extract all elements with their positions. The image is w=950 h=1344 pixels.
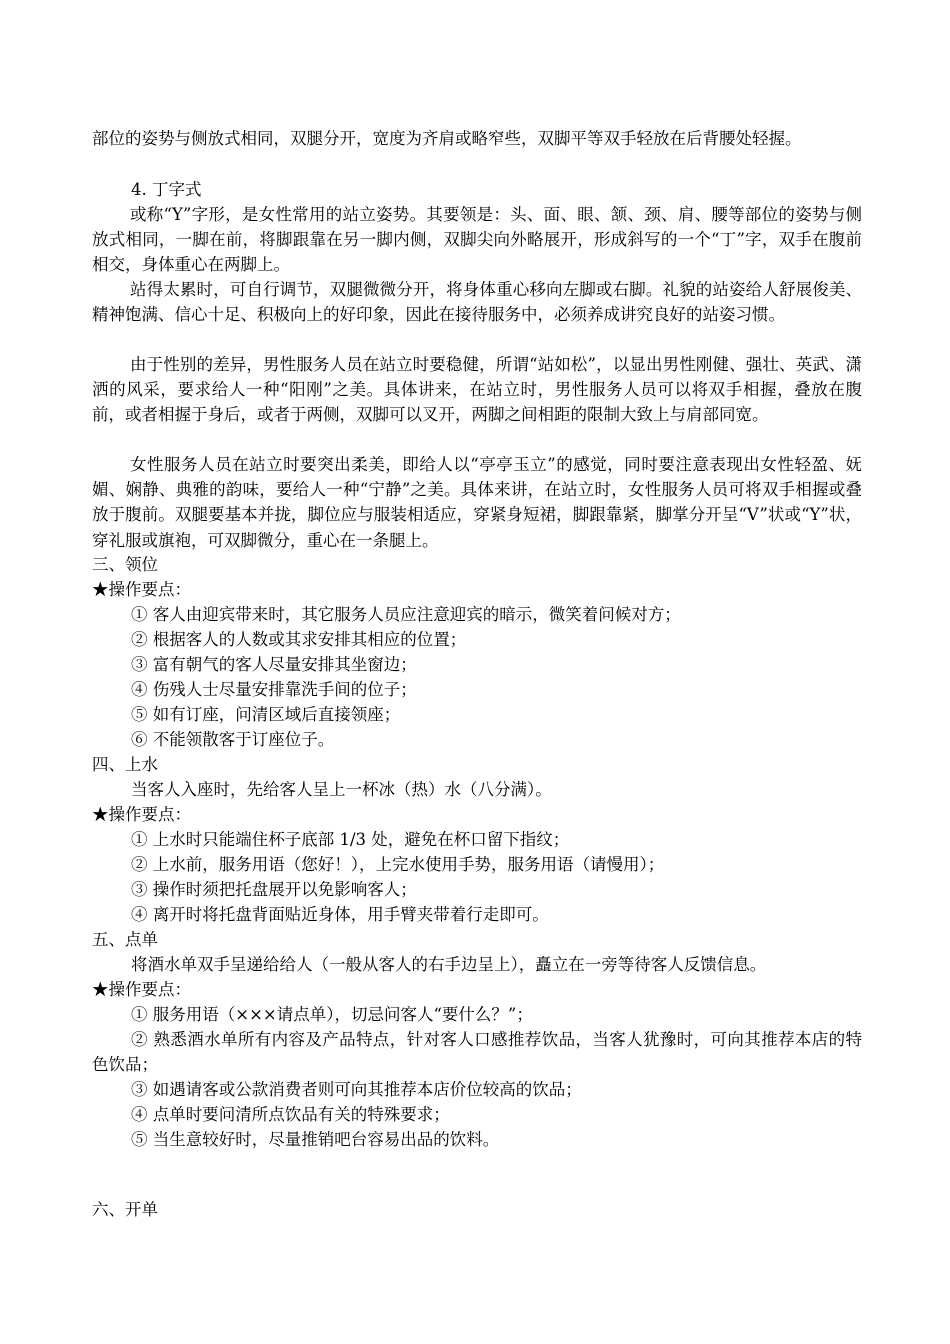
list-item: ① 上水时只能端住杯子底部 1/3 处，避免在杯口留下指纹；: [131, 830, 570, 849]
points-label: ★操作要点：: [92, 580, 191, 599]
section-intro: 将酒水单双手呈递给给人（一般从客人的右手边呈上），矗立在一旁等待客人反馈信息。: [131, 955, 767, 974]
list-item: ① 服务用语（×××请点单），切忌问客人“要什么？”；: [131, 1005, 533, 1024]
list-item: ④ 离开时将托盘背面贴近身体，用手臂夹带着行走即可。: [131, 905, 549, 924]
points-label: ★操作要点：: [92, 980, 191, 999]
list-item: ④ 伤残人士尽量安排靠洗手间的位子；: [131, 680, 417, 699]
section-title-shangshui: 四、上水: [92, 755, 158, 774]
list-item: ② 熟悉酒水单所有内容及产品特点，针对客人口感推荐饮品，当客人犹豫时，可向其推荐本店的特色饮品；: [92, 1030, 862, 1075]
list-item: ② 上水前，服务用语（您好！），上完水使用手势，服务用语（请慢用）；: [131, 855, 665, 874]
list-item: ③ 如遇请客或公款消费者则可向其推荐本店价位较高的饮品；: [131, 1080, 582, 1099]
list-item: ③ 操作时须把托盘展开以免影响客人；: [131, 880, 417, 899]
list-item: ⑤ 如有订座，问清区域后直接领座；: [131, 705, 401, 724]
section-title-kaidan: 六、开单: [92, 1200, 158, 1219]
continuation-paragraph: 部位的姿势与侧放式相同，双腿分开，宽度为齐肩或略窄些，双脚平等双手轻放在后背腰处轻握。: [92, 129, 802, 148]
paragraph-male: 由于性别的差异，男性服务人员在站立时要稳健，所谓“站如松”，以显出男性刚健、强壮、英武、潇洒的风采，要求给人一种“阳刚”之美。具体讲来，在站立时，男性服务人员可以将双手相握，叠放在腹前，或者相握于身后，或者于两侧，双脚可以叉开，两脚之间相距的限制大致上与肩部同宽。: [92, 355, 862, 425]
section-title-diandan: 五、点单: [92, 930, 158, 949]
paragraph-adjust: 站得太累时，可自行调节，双腿微微分开，将身体重心移向左脚或右脚。礼貌的站姿给人舒展俊美、精神饱满、信心十足、积极向上的好印象，因此在接待服务中，必须养成讲究良好的站姿习惯。: [92, 280, 862, 325]
subsection-title-dingzi: 4. 丁字式: [131, 180, 202, 199]
list-item: ⑥ 不能领散客于订座位子。: [131, 730, 335, 749]
section-title-lingwei: 三、领位: [92, 555, 158, 574]
list-item: ④ 点单时要问清所点饮品有关的特殊要求；: [131, 1105, 450, 1124]
list-item: ② 根据客人的人数或其求安排其相应的位置；: [131, 630, 467, 649]
paragraph-female: 女性服务人员在站立时要突出柔美，即给人以“亭亭玉立”的感觉，同时要注意表现出女性轻盈、妩媚、娴静、典雅的韵味，要给人一种“宁静”之美。具体来讲，在站立时，女性服务人员可将双手相握或叠放于腹前。双腿要基本并拢，脚位应与服装相适应，穿紧身短裙，脚跟靠紧，脚掌分开呈“V”状或“Y”状，穿礼服或旗袍，可双脚微分，重心在一条腿上。: [92, 455, 862, 550]
section-intro: 当客人入座时，先给客人呈上一杯冰（热）水（八分满）。: [131, 780, 552, 799]
list-item: ⑤ 当生意较好时，尽量推销吧台容易出品的饮料。: [131, 1130, 500, 1149]
points-label: ★操作要点：: [92, 805, 191, 824]
list-item: ③ 富有朝气的客人尽量安排其坐窗边；: [131, 655, 417, 674]
paragraph-dingzi: 或称“Y”字形，是女性常用的站立姿势。其要领是：头、面、眼、颔、颈、肩、腰等部位的姿势与侧放式相同，一脚在前，将脚跟靠在另一脚内侧，双脚尖向外略展开，形成斜写的一个“丁”字，双手在腹前相交，身体重心在两脚上。: [92, 205, 862, 275]
list-item: ① 客人由迎宾带来时，其它服务人员应注意迎宾的暗示，微笑着问候对方；: [131, 605, 681, 624]
